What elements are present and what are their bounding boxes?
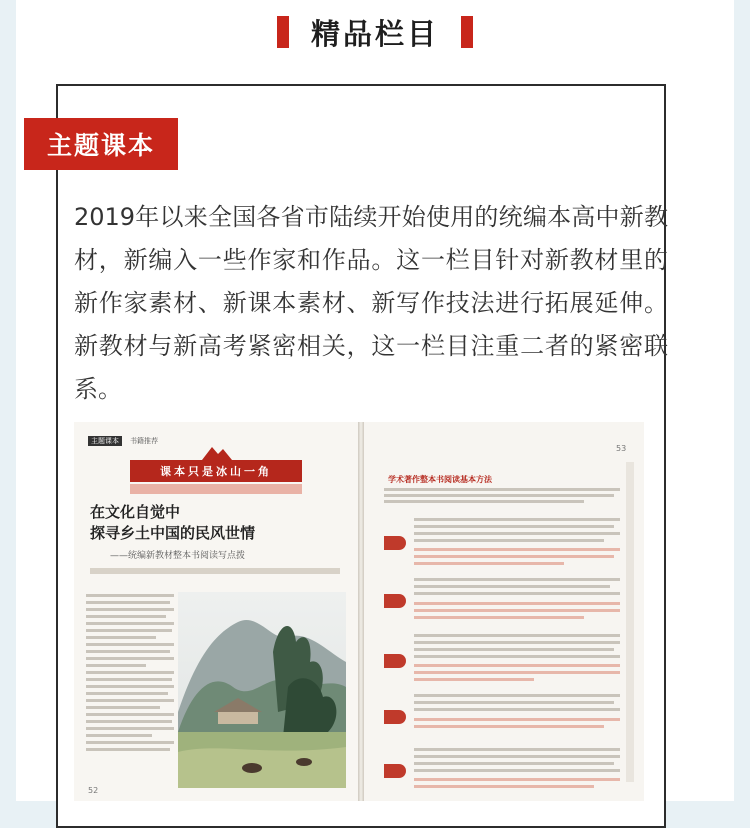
section-title: 精品栏目 bbox=[310, 16, 439, 51]
headline-line-1: 在文化自觉中 bbox=[90, 503, 181, 521]
method-row-4 bbox=[384, 694, 624, 746]
left-page-column-label: 主题课本 bbox=[88, 436, 122, 446]
method-row-1 bbox=[384, 518, 624, 574]
magazine-spread-image bbox=[74, 422, 644, 801]
left-page-column-sub: 书籍推荐 bbox=[130, 437, 158, 445]
left-page-number: 52 bbox=[88, 786, 99, 795]
article-headline bbox=[90, 502, 330, 544]
header-right-bar bbox=[461, 16, 473, 48]
right-page-side-strip bbox=[626, 462, 634, 782]
mountain-logo-icon bbox=[202, 444, 232, 460]
article-text-column bbox=[86, 594, 174, 755]
method-row-2 bbox=[384, 578, 624, 634]
banner-subtitle-strip bbox=[130, 484, 302, 494]
section-header bbox=[0, 8, 750, 56]
headline-line-2: 探寻乡土中国的民风世情 bbox=[90, 524, 256, 542]
method-row-5 bbox=[384, 748, 624, 798]
method-badge-3 bbox=[384, 654, 406, 668]
right-page-number: 53 bbox=[616, 444, 627, 453]
right-page bbox=[364, 422, 644, 801]
method-badge-2 bbox=[384, 594, 406, 608]
method-row-3 bbox=[384, 634, 624, 692]
method-badge-5 bbox=[384, 764, 406, 778]
left-page bbox=[74, 422, 358, 801]
method-badge-1 bbox=[384, 536, 406, 550]
magazine-banner: 课本只是冰山一角 bbox=[130, 460, 302, 482]
landscape-painting bbox=[178, 592, 346, 788]
header-left-bar bbox=[277, 16, 289, 48]
author-line bbox=[90, 568, 340, 574]
column-description: 2019年以来全国各省市陆续开始使用的统编本高中新教材，新编入一些作家和作品。这一栏目针对新教材里的新作家素材、新课本素材、新写作技法进行拓展延伸。新教材与新高考紧密相关，这一栏目注重二者的紧密联系。 bbox=[74, 203, 668, 403]
right-section-title: 学术著作整本书阅读基本方法 bbox=[388, 475, 492, 484]
method-badge-4 bbox=[384, 710, 406, 724]
article-subheadline: ——统编新教材整本书阅读写点拨 bbox=[110, 551, 246, 561]
column-tag: 主题课本 bbox=[24, 118, 178, 170]
